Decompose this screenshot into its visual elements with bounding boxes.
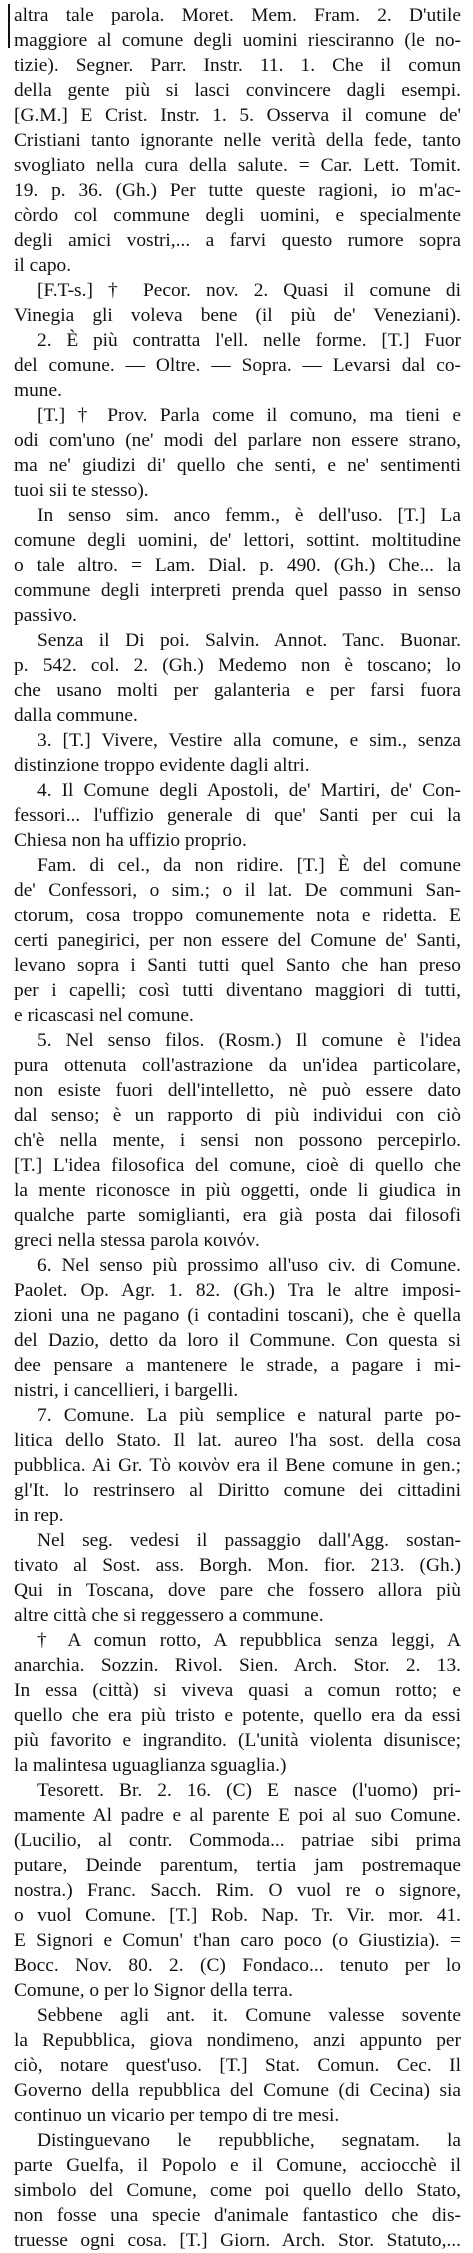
text-line: putare, Deinde parentum, tertia jam postremaque [14,1855,461,1876]
text-line: [T.] L'idea filosofica del comune, cioè di quello che [14,1155,461,1176]
text-line: 6. Nel senso più prossimo all'uso civ. di Comune. [37,1255,461,1276]
text-line: degli amici vostri,... a farvi questo rumore sopra [14,230,461,251]
text-line: In senso sim. anco femm., è dell'uso. [T.] La [37,505,461,526]
text-line: della gente più si lasci convincere dagli esempi. [14,80,461,101]
text-line: o tale altro. = Lam. Dial. p. 490. (Gh.) Che... la [14,555,461,576]
text-line: fessori... l'uffizio generale di que' Santi per cui la [14,805,461,826]
text-line: [G.M.] E Crist. Instr. 1. 5. Osserva il comune de' [14,105,461,126]
text-line: non fosse una specie d'animale fantastico che dis- [14,2205,461,2226]
text-line: Qui in Toscana, dove pare che fossero allora più [14,1580,461,1601]
text-line: continuo un vicario per tempo di tre mesi. [14,2105,340,2126]
text-line: gl'It. lo restrinsero al Diritto comune dei cittadini [14,1480,461,1501]
text-line: Distinguevano le repubbliche, segnatam. la [37,2130,461,2151]
text-line: dee pensare a mantenere le strade, a pagare i mi- [14,1355,461,1376]
text-line: ctorum, cosa troppo comunemente nota e ridetta. E [14,905,461,926]
text-line: il capo. [14,255,72,276]
text-line: Governo della repubblica del Comune (di Cecina) sia [14,2080,461,2101]
text-line: non esiste fuori dell'intelletto, nè può essere dato [14,1080,461,1101]
text-line: ma ne' giudizi di' quello che senti, e ne' sentimenti [14,455,461,476]
text-line: pubblica. Ai Gr. Τὸ κοινὸν era il Bene comune in gen.; [14,1455,461,1476]
text-line: altre città che si reggessero a commune. [14,1605,324,1626]
column-rule [8,4,10,48]
text-line: E Signori e Comun' t'han caro poco (o Giustizia). = [14,1930,461,1951]
text-line: Senza il Di poi. Salvin. Annot. Tanc. Buonar. [37,630,461,651]
text-line: zioni una ne pagano (i contadini toscani), che è quella [14,1305,461,1326]
text-line: Tesorett. Br. 2. 16. (C) E nasce (l'uomo) pri- [37,1780,461,1801]
text-line: † A comun rotto, A repubblica senza leggi, A [37,1630,461,1651]
text-line: svogliato nella cura della salute. = Car. Lett. Tomit. [14,155,461,176]
text-line: litica dello Stato. Il lat. aureo l'ha sost. della cosa [14,1430,461,1451]
text-line: Sebbene agli ant. it. Comune valesse sovente [37,2005,461,2026]
text-line: Fam. di cel., da non ridire. [T.] È del comune [37,855,461,876]
text-line: mamente Al padre e al parente E poi al suo Comune. [14,1805,461,1826]
text-line: tuoi sii te stesso). [14,480,149,501]
text-line: nostra.) Franc. Sacch. Rim. O vuol re o signore, [14,1880,461,1901]
text-line: Vinegia gli voleva bene (il più de' Veneziani). [14,305,461,326]
text-line: [F.T-s.] † Pecor. nov. 2. Quasi il comune di [37,280,461,301]
text-line: in rep. [14,1505,64,1526]
text-line: dal senso; è un rapporto di più individui con ciò [14,1105,461,1126]
text-line: del comune. — Oltre. — Sopra. — Levarsi dal co- [14,355,461,376]
text-line: maggiore al comune degli uomini riesciranno (le no- [14,30,461,51]
text-line: commune degli interpreti prenda quel passo in senso [14,580,461,601]
text-line: Nel seg. vedesi il passaggio dall'Agg. sostan- [37,1530,461,1551]
text-line: la Repubblica, giova nondimeno, anzi appunto per [14,2030,461,2051]
text-line: còrdo col commune degli uomini, e specialmente [14,205,461,226]
text-line: 3. [T.] Vivere, Vestire alla comune, e sim., senza [37,730,461,751]
text-line: e ricascasi nel comune. [14,1005,194,1026]
text-line: anarchia. Sozzin. Rivol. Sien. Arch. Stor. 2. 13. [14,1655,461,1676]
text-line: del Dazio, detto da loro il Commune. Con questa si [14,1330,461,1351]
text-line: certi panegirici, per non essere del Comune de' Santi, [14,930,461,951]
text-line: la mente riconosce in più oggetti, onde li giudica in [14,1180,461,1201]
text-line: In essa (città) si viveva quasi a comun rotto; e [14,1680,461,1701]
text-line: più favorito e ingrandito. (L'unità violenta disunisce; [14,1730,461,1751]
entry-text-body [14,3,461,2253]
text-line: ch'è nella mente, i sensi non possono percepirlo. [14,1130,461,1151]
text-line: quello che era più tristo e potente, quello era da essi [14,1705,461,1726]
text-line: de' Confessori, o sim.; o il lat. De communi San- [14,880,461,901]
text-line: (Lucilio, al contr. Commoda... patriae sibi prima [14,1830,461,1851]
text-line: levano sopra i Santi tutti quel Santo che han preso [14,955,461,976]
text-line: Bocc. Nov. 80. 2. (C) Fondaco... tenuto per lo [14,1955,461,1976]
text-line: greci nella stessa parola κοινόν. [14,1230,260,1251]
text-line: odi com'uno (ne' modi del parlare non essere strano, [14,430,461,451]
text-line: 7. Comune. La più semplice e natural parte po- [37,1405,461,1426]
text-line: tivato al Sost. ass. Borgh. Mon. fior. 213. (Gh.) [14,1555,461,1576]
text-line: 2. È più contratta l'ell. nelle forme. [T.] Fuor [37,330,461,351]
text-line: altra tale parola. Moret. Mem. Fram. 2. D'utile [14,5,461,26]
text-line: nistri, i cancellieri, i bargelli. [14,1380,239,1401]
text-line: la malintesa uguaglianza sguaglia.) [14,1755,287,1776]
text-line: 4. Il Comune degli Apostoli, de' Martiri, de' Con- [37,780,461,801]
text-line: per i capelli; così tutti diventano maggiori di tutti, [14,980,461,1001]
text-line: o vuol Comune. [T.] Rob. Nap. Tr. Vir. mor. 41. [14,1905,461,1926]
text-line: tizie). Segner. Parr. Instr. 11. 1. Che il comun [14,55,461,76]
text-line: [T.] † Prov. Parla come il comuno, ma tieni e [37,405,461,426]
text-line: 5. Nel senso filos. (Rosm.) Il comune è l'idea [37,1030,461,1051]
text-line: che usano molti per galanteria e per farsi fuora [14,680,461,701]
text-line: passivo. [14,605,78,626]
text-line: mune. [14,380,62,401]
text-line: Cristiani tanto ignorante nelle verità della fede, tanto [14,130,461,151]
text-line: pura ottenuta coll'astrazione da un'idea particolare, [14,1055,461,1076]
text-line: ciò, notare quest'uso. [T.] Stat. Comun. Cec. Il [14,2055,461,2076]
text-line: truesse ogni cosa. [T.] Giorn. Arch. Stor. Statuto,... [14,2230,461,2251]
text-line: p. 542. col. 2. (Gh.) Medemo non è toscano; lo [14,655,461,676]
text-line: parte Guelfa, il Popolo e il Comune, acciocchè il [14,2155,461,2176]
text-line: Paolet. Op. Agr. 1. 82. (Gh.) Tra le altre imposi- [14,1280,461,1301]
text-line: comune degli uomini, de' lettori, sottint. moltitudine [14,530,461,551]
text-line: Comune, o per lo Signor della terra. [14,1980,293,2001]
text-line: Chiesa non ha uffizio proprio. [14,830,247,851]
text-line: 19. p. 36. (Gh.) Per tutte queste ragioni, io m'ac- [14,180,461,201]
text-line: simbolo del Comune, come poi quello dello Stato, [14,2180,461,2201]
text-line: distinzione troppo evidente dagli altri. [14,755,310,776]
text-line: dalla commune. [14,705,138,726]
text-line: qualche parte somiglianti, era già posta dai filosofi [14,1205,461,1226]
